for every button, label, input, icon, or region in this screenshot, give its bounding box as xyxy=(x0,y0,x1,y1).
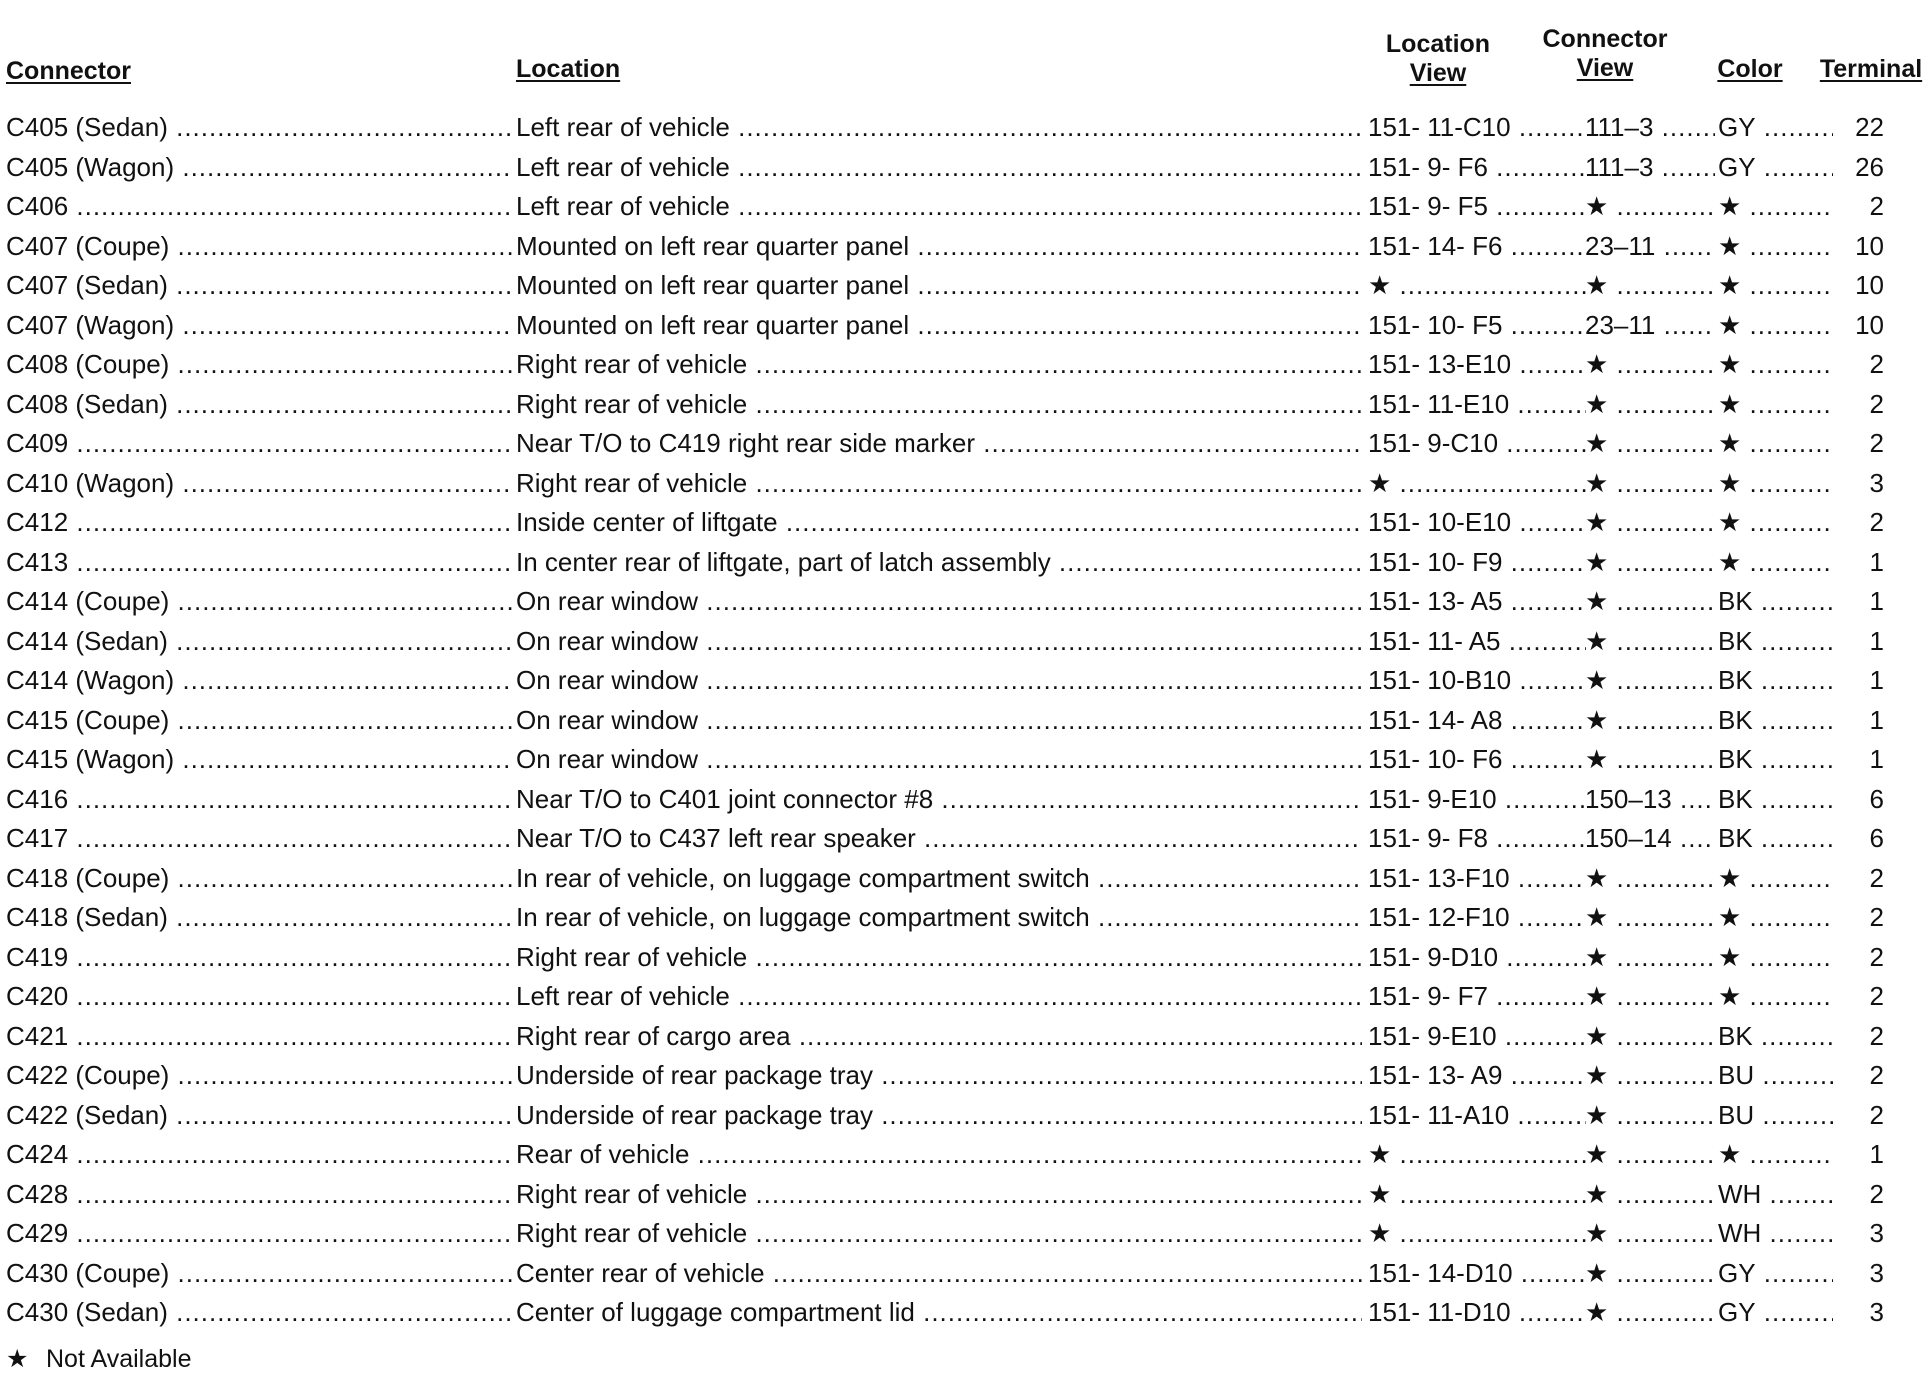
cell-location: On rear window ..... xyxy=(516,739,1362,779)
table-row xyxy=(0,739,1932,779)
cell-color: ★ ..... xyxy=(1718,186,1833,226)
cell-location: Right rear of vehicle ..... xyxy=(516,384,1362,424)
cell-color: BK ..... xyxy=(1718,818,1833,858)
cell-connector: C414 (Coupe) ..... xyxy=(6,581,513,621)
cell-location: Right rear of vehicle ..... xyxy=(516,937,1362,977)
cell-connector-view: ★ ..... xyxy=(1585,621,1715,661)
cell-terminal: 3 xyxy=(1869,1297,1884,1327)
cell-terminal: 1 xyxy=(1869,546,1884,577)
cell-location-view: 151- 9-E10 ..... xyxy=(1368,1016,1586,1056)
cell-color: BU ..... xyxy=(1718,1055,1833,1095)
cell-location-view: 151- 14- A8 ..... xyxy=(1368,700,1586,740)
cell-connector-view: ★ ..... xyxy=(1585,1213,1715,1253)
cell-color: ★ ..... xyxy=(1718,344,1833,384)
cell-color: ★ ..... xyxy=(1718,542,1833,582)
cell-location: Near T/O to C401 joint connector #8 ..... xyxy=(516,779,1362,819)
header-terminal: Terminal xyxy=(1819,55,1923,83)
cell-terminal: 26 xyxy=(1855,151,1884,182)
cell-connector-view: ★ ..... xyxy=(1585,1095,1715,1135)
table-row xyxy=(0,226,1932,266)
footnote-text: Not Available xyxy=(46,1345,192,1373)
table-row xyxy=(0,1055,1932,1095)
table-row xyxy=(0,1095,1932,1135)
cell-connector: C408 (Coupe) ..... xyxy=(6,344,513,384)
table-row xyxy=(0,700,1932,740)
cell-connector-view: ★ ..... xyxy=(1585,384,1715,424)
cell-location-view: 151- 13- A5 ..... xyxy=(1368,581,1586,621)
cell-color: BK ..... xyxy=(1718,1016,1833,1056)
cell-terminal: 1 xyxy=(1869,704,1884,735)
cell-color: GY ..... xyxy=(1718,1253,1833,1293)
cell-connector-view: 111–3 ..... xyxy=(1585,147,1715,187)
cell-location: Near T/O to C437 left rear speaker ..... xyxy=(516,818,1362,858)
cell-terminal: 22 xyxy=(1855,112,1884,142)
cell-location: Center of luggage compartment lid ..... xyxy=(516,1292,1362,1332)
cell-color: BK ..... xyxy=(1718,581,1833,621)
cell-connector: C407 (Sedan) ..... xyxy=(6,265,513,305)
cell-terminal: 1 xyxy=(1869,744,1884,774)
cell-color: ★ ..... xyxy=(1718,502,1833,542)
table-row xyxy=(0,344,1932,384)
cell-connector-view: ★ ..... xyxy=(1585,1055,1715,1095)
cell-location: In rear of vehicle, on luggage compartment switch ..... xyxy=(516,897,1362,937)
cell-connector: C422 (Sedan) ..... xyxy=(6,1095,513,1135)
cell-location-view: 151- 14- F6 ..... xyxy=(1368,226,1586,266)
table-row xyxy=(0,581,1932,621)
footnote xyxy=(6,1344,191,1374)
header-location-view: Location View xyxy=(1385,30,1491,87)
cell-terminal: 2 xyxy=(1869,981,1884,1011)
cell-connector: C430 (Coupe) ..... xyxy=(6,1253,513,1293)
cell-terminal: 3 xyxy=(1869,1257,1884,1288)
cell-location: In rear of vehicle, on luggage compartment switch ..... xyxy=(516,858,1362,898)
cell-connector: C414 (Sedan) ..... xyxy=(6,621,513,661)
cell-location: Left rear of vehicle ..... xyxy=(516,186,1362,226)
table-row xyxy=(0,818,1932,858)
cell-connector: C415 (Coupe) ..... xyxy=(6,700,513,740)
cell-terminal: 2 xyxy=(1869,941,1884,972)
cell-connector: C421 ..... xyxy=(6,1016,513,1056)
cell-location: Left rear of vehicle ..... xyxy=(516,147,1362,187)
cell-connector: C412 ..... xyxy=(6,502,513,542)
cell-connector: C428 ..... xyxy=(6,1174,513,1214)
cell-terminal: 1 xyxy=(1869,586,1884,616)
cell-connector-view: ★ ..... xyxy=(1585,976,1715,1016)
cell-location-view: 151- 9-D10 ..... xyxy=(1368,937,1586,977)
header-location: Location xyxy=(516,55,621,83)
cell-terminal: 3 xyxy=(1869,467,1884,498)
table-row xyxy=(0,976,1932,1016)
cell-location: Underside of rear package tray ..... xyxy=(516,1055,1362,1095)
cell-connector: C409 ..... xyxy=(6,423,513,463)
cell-location-view: 151- 9- F6 ..... xyxy=(1368,147,1586,187)
table-row xyxy=(0,384,1932,424)
cell-connector-view: ★ ..... xyxy=(1585,858,1715,898)
cell-color: ★ ..... xyxy=(1718,1134,1833,1174)
table-row xyxy=(0,463,1932,503)
cell-connector-view: ★ ..... xyxy=(1585,660,1715,700)
cell-location-view: ★ ..... xyxy=(1368,1174,1586,1214)
cell-terminal: 2 xyxy=(1869,902,1884,932)
table-row xyxy=(0,1016,1932,1056)
cell-connector: C407 (Coupe) ..... xyxy=(6,226,513,266)
table-row xyxy=(0,107,1932,147)
cell-location-view: 151- 10- F9 ..... xyxy=(1368,542,1586,582)
cell-terminal: 10 xyxy=(1855,230,1884,261)
cell-connector-view: ★ ..... xyxy=(1585,463,1715,503)
cell-color: GY ..... xyxy=(1718,1292,1833,1332)
cell-location: On rear window ..... xyxy=(516,621,1362,661)
cell-terminal: 2 xyxy=(1869,428,1884,458)
cell-connector-view: ★ ..... xyxy=(1585,700,1715,740)
cell-terminal: 3 xyxy=(1869,1218,1884,1248)
cell-connector: C420 ..... xyxy=(6,976,513,1016)
table-row xyxy=(0,423,1932,463)
cell-color: ★ ..... xyxy=(1718,463,1833,503)
cell-connector: C414 (Wagon) ..... xyxy=(6,660,513,700)
cell-color: BK ..... xyxy=(1718,700,1833,740)
cell-location-view: 151- 13-F10 ..... xyxy=(1368,858,1586,898)
table-row xyxy=(0,937,1932,977)
cell-location: Near T/O to C419 right rear side marker ..... xyxy=(516,423,1362,463)
cell-color: ★ ..... xyxy=(1718,423,1833,463)
cell-location: Center rear of vehicle ..... xyxy=(516,1253,1362,1293)
cell-connector: C415 (Wagon) ..... xyxy=(6,739,513,779)
cell-location-view: 151- 9-E10 ..... xyxy=(1368,779,1586,819)
table-row xyxy=(0,305,1932,345)
cell-location-view: ★ ..... xyxy=(1368,463,1586,503)
cell-location: Right rear of vehicle ..... xyxy=(516,344,1362,384)
cell-connector-view: ★ ..... xyxy=(1585,1253,1715,1293)
table-row xyxy=(0,1292,1932,1332)
cell-terminal: 2 xyxy=(1869,388,1884,419)
cell-terminal: 2 xyxy=(1869,1099,1884,1130)
cell-location-view: 151- 11- A5 ..... xyxy=(1368,621,1586,661)
star-icon: ★ xyxy=(6,1345,29,1373)
cell-connector: C413 ..... xyxy=(6,542,513,582)
cell-connector: C410 (Wagon) ..... xyxy=(6,463,513,503)
cell-connector-view: ★ ..... xyxy=(1585,1174,1715,1214)
cell-location-view: 151- 10-B10 ..... xyxy=(1368,660,1586,700)
cell-location-view: 151- 9- F8 ..... xyxy=(1368,818,1586,858)
cell-connector-view: ★ ..... xyxy=(1585,937,1715,977)
cell-terminal: 10 xyxy=(1855,270,1884,300)
cell-color: ★ ..... xyxy=(1718,976,1833,1016)
cell-location-view: 151- 10- F6 ..... xyxy=(1368,739,1586,779)
cell-location-view: 151- 11-D10 ..... xyxy=(1368,1292,1586,1332)
cell-connector-view: 111–3 ..... xyxy=(1585,107,1715,147)
table-row xyxy=(0,1253,1932,1293)
cell-connector-view: ★ ..... xyxy=(1585,344,1715,384)
cell-connector: C429 ..... xyxy=(6,1213,513,1253)
table-row xyxy=(0,660,1932,700)
cell-location: Left rear of vehicle ..... xyxy=(516,107,1362,147)
cell-location: Right rear of vehicle ..... xyxy=(516,463,1362,503)
table-row xyxy=(0,502,1932,542)
header-connector-view: Connector View xyxy=(1542,25,1668,82)
cell-color: ★ ..... xyxy=(1718,937,1833,977)
cell-color: BK ..... xyxy=(1718,660,1833,700)
cell-color: BK ..... xyxy=(1718,739,1833,779)
cell-connector: C422 (Coupe) ..... xyxy=(6,1055,513,1095)
cell-terminal: 2 xyxy=(1869,1060,1884,1090)
table-row xyxy=(0,265,1932,305)
cell-location-view: 151- 10- F5 ..... xyxy=(1368,305,1586,345)
header-color: Color xyxy=(1717,55,1783,83)
cell-location: Mounted on left rear quarter panel ..... xyxy=(516,305,1362,345)
cell-color: ★ ..... xyxy=(1718,897,1833,937)
cell-location: Inside center of liftgate ..... xyxy=(516,502,1362,542)
cell-connector-view: ★ ..... xyxy=(1585,502,1715,542)
cell-connector-view: ★ ..... xyxy=(1585,265,1715,305)
table-row xyxy=(0,621,1932,661)
cell-location-view: ★ ..... xyxy=(1368,265,1586,305)
cell-connector: C430 (Sedan) ..... xyxy=(6,1292,513,1332)
cell-connector-view: 150–13 ..... xyxy=(1585,779,1715,819)
cell-location: Mounted on left rear quarter panel ..... xyxy=(516,226,1362,266)
table-row xyxy=(0,542,1932,582)
cell-connector-view: ★ ..... xyxy=(1585,423,1715,463)
cell-location-view: 151- 10-E10 ..... xyxy=(1368,502,1586,542)
cell-terminal: 6 xyxy=(1869,783,1884,814)
cell-location: On rear window ..... xyxy=(516,581,1362,621)
table-row xyxy=(0,858,1932,898)
cell-connector-view: ★ ..... xyxy=(1585,1016,1715,1056)
cell-location: Left rear of vehicle ..... xyxy=(516,976,1362,1016)
cell-color: ★ ..... xyxy=(1718,265,1833,305)
cell-terminal: 1 xyxy=(1869,625,1884,656)
table-row xyxy=(0,1213,1932,1253)
cell-terminal: 1 xyxy=(1869,1139,1884,1169)
cell-color: WH ..... xyxy=(1718,1213,1833,1253)
cell-color: BU ..... xyxy=(1718,1095,1833,1135)
cell-location: Right rear of cargo area ..... xyxy=(516,1016,1362,1056)
cell-connector: C418 (Sedan) ..... xyxy=(6,897,513,937)
table-row xyxy=(0,186,1932,226)
cell-connector-view: 23–11 ..... xyxy=(1585,226,1715,266)
cell-terminal: 2 xyxy=(1869,1178,1884,1209)
cell-color: WH ..... xyxy=(1718,1174,1833,1214)
cell-location: On rear window ..... xyxy=(516,700,1362,740)
cell-location-view: 151- 13-E10 ..... xyxy=(1368,344,1586,384)
cell-color: ★ ..... xyxy=(1718,226,1833,266)
cell-connector: C424 ..... xyxy=(6,1134,513,1174)
cell-location-view: 151- 9-C10 ..... xyxy=(1368,423,1586,463)
cell-terminal: 2 xyxy=(1869,349,1884,379)
cell-connector-view: ★ ..... xyxy=(1585,581,1715,621)
cell-terminal: 10 xyxy=(1855,309,1884,340)
cell-connector: C405 (Wagon) ..... xyxy=(6,147,513,187)
cell-connector: C407 (Wagon) ..... xyxy=(6,305,513,345)
cell-connector-view: ★ ..... xyxy=(1585,186,1715,226)
table-row xyxy=(0,897,1932,937)
cell-location: Rear of vehicle ..... xyxy=(516,1134,1362,1174)
table-row xyxy=(0,1134,1932,1174)
cell-location-view: 151- 13- A9 ..... xyxy=(1368,1055,1586,1095)
cell-color: GY ..... xyxy=(1718,107,1833,147)
table-row xyxy=(0,1174,1932,1214)
cell-location: Right rear of vehicle ..... xyxy=(516,1213,1362,1253)
table-row xyxy=(0,147,1932,187)
cell-location: Right rear of vehicle ..... xyxy=(516,1174,1362,1214)
cell-terminal: 2 xyxy=(1869,862,1884,893)
cell-color: BK ..... xyxy=(1718,779,1833,819)
cell-terminal: 2 xyxy=(1869,191,1884,221)
cell-color: ★ ..... xyxy=(1718,305,1833,345)
cell-location-view: 151- 11-C10 ..... xyxy=(1368,107,1586,147)
cell-connector-view: ★ ..... xyxy=(1585,542,1715,582)
cell-connector-view: ★ ..... xyxy=(1585,739,1715,779)
cell-terminal: 1 xyxy=(1869,665,1884,695)
table-row xyxy=(0,779,1932,819)
cell-connector-view: 23–11 ..... xyxy=(1585,305,1715,345)
cell-color: BK ..... xyxy=(1718,621,1833,661)
cell-location-view: 151- 9- F7 ..... xyxy=(1368,976,1586,1016)
cell-connector: C418 (Coupe) ..... xyxy=(6,858,513,898)
cell-location-view: ★ ..... xyxy=(1368,1134,1586,1174)
cell-connector: C406 ..... xyxy=(6,186,513,226)
cell-color: ★ ..... xyxy=(1718,858,1833,898)
cell-terminal: 6 xyxy=(1869,823,1884,853)
cell-location: In center rear of liftgate, part of latch assembly ..... xyxy=(516,542,1362,582)
cell-location: On rear window ..... xyxy=(516,660,1362,700)
cell-location: Mounted on left rear quarter panel ..... xyxy=(516,265,1362,305)
cell-connector-view: ★ ..... xyxy=(1585,897,1715,937)
cell-location-view: 151- 11-A10 ..... xyxy=(1368,1095,1586,1135)
cell-connector: C416 ..... xyxy=(6,779,513,819)
cell-connector: C408 (Sedan) ..... xyxy=(6,384,513,424)
cell-terminal: 2 xyxy=(1869,507,1884,537)
cell-terminal: 2 xyxy=(1869,1020,1884,1051)
cell-color: GY ..... xyxy=(1718,147,1833,187)
cell-location-view: 151- 9- F5 ..... xyxy=(1368,186,1586,226)
cell-connector: C417 ..... xyxy=(6,818,513,858)
cell-location-view: 151- 11-E10 ..... xyxy=(1368,384,1586,424)
cell-connector: C405 (Sedan) ..... xyxy=(6,107,513,147)
cell-connector-view: 150–14 ..... xyxy=(1585,818,1715,858)
cell-connector-view: ★ ..... xyxy=(1585,1292,1715,1332)
cell-connector-view: ★ ..... xyxy=(1585,1134,1715,1174)
cell-location-view: 151- 12-F10 ..... xyxy=(1368,897,1586,937)
cell-location-view: ★ ..... xyxy=(1368,1213,1586,1253)
header-connector: Connector xyxy=(6,57,131,85)
cell-location-view: 151- 14-D10 ..... xyxy=(1368,1253,1586,1293)
cell-connector: C419 ..... xyxy=(6,937,513,977)
cell-color: ★ ..... xyxy=(1718,384,1833,424)
cell-location: Underside of rear package tray ..... xyxy=(516,1095,1362,1135)
